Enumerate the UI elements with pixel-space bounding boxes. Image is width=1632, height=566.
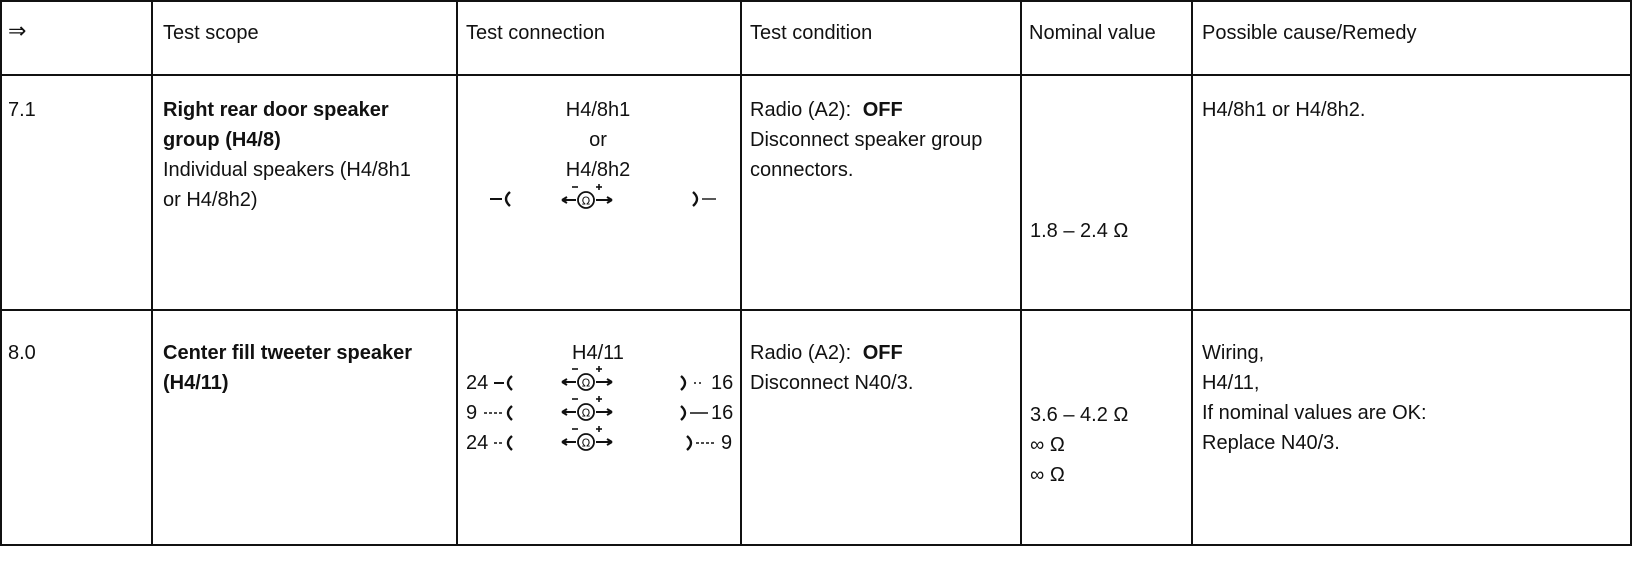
condition-radio-state: OFF (862, 99, 903, 121)
possible-cause: If nominal values are OK: (1202, 402, 1427, 424)
connector-plug-icon (490, 188, 514, 210)
condition-radio-state: OFF (862, 342, 903, 364)
header-test-condition: Test condition (750, 22, 873, 44)
connector-plug-icon (494, 372, 516, 394)
svg-text:Ω: Ω (581, 194, 591, 208)
svg-text:Ω: Ω (581, 376, 591, 390)
pin-left: 24 (466, 432, 489, 454)
pin-right: 16 (711, 372, 734, 394)
col-border (0, 0, 2, 546)
header-possible-cause: Possible cause/Remedy (1202, 22, 1417, 44)
col-border (740, 0, 742, 546)
nominal-value: ∞ Ω (1030, 464, 1065, 486)
header-test-scope: Test scope (163, 22, 259, 44)
nominal-value: 1.8 – 2.4 Ω (1030, 220, 1129, 242)
possible-cause: Replace N40/3. (1202, 432, 1340, 454)
header-bottom-border (0, 74, 1632, 76)
connection-pin: H4/8h1 (565, 99, 631, 121)
nominal-value: ∞ Ω (1030, 434, 1065, 456)
row-divider (0, 309, 1632, 311)
connector-socket-icon (684, 432, 716, 454)
pin-left: 9 (466, 402, 478, 424)
test-scope-title: Right rear door speaker (163, 99, 389, 121)
test-scope-text: Individual speakers (H4/8h1 (163, 159, 411, 181)
connector-socket-icon (690, 188, 716, 210)
header-test-connection: Test connection (466, 22, 605, 44)
svg-text:Ω: Ω (581, 436, 591, 450)
test-scope-title: (H4/11) (163, 372, 229, 394)
connector-socket-icon (678, 402, 708, 424)
table-bottom-border (0, 544, 1632, 546)
header-nominal-value: Nominal value (1029, 22, 1156, 44)
condition-text: Disconnect speaker group (750, 129, 983, 151)
possible-cause: H4/11, (1202, 372, 1260, 394)
col-border (456, 0, 458, 546)
ohmmeter-icon (560, 178, 614, 214)
connection-pin: H4/8h2 (565, 159, 631, 181)
condition-radio-label: Radio (A2): (750, 99, 852, 121)
step-number: 8.0 (8, 342, 36, 364)
condition-text: Disconnect N40/3. (750, 372, 914, 394)
svg-text:Ω: Ω (581, 406, 591, 420)
nominal-value: 3.6 – 4.2 Ω (1030, 404, 1129, 426)
step-number: 7.1 (8, 99, 36, 121)
possible-cause: H4/8h1 or H4/8h2. (1202, 99, 1366, 121)
connection-or: or (589, 129, 607, 151)
pin-right: 16 (711, 402, 734, 424)
condition-text: connectors. (750, 159, 854, 181)
test-scope-text: or H4/8h2) (163, 189, 258, 211)
condition-radio-label: Radio (A2): (750, 342, 852, 364)
test-scope-title: group (H4/8) (163, 129, 281, 151)
pin-left: 24 (466, 372, 489, 394)
possible-cause: Wiring, (1202, 342, 1265, 364)
ohmmeter-icon (560, 420, 614, 456)
test-scope-title: Center fill tweeter speaker (163, 342, 412, 364)
col-border (151, 0, 153, 546)
condition-radio (750, 95, 903, 125)
connector-plug-icon (484, 402, 516, 424)
table-top-border (0, 0, 1632, 2)
connector-plug-icon (494, 432, 516, 454)
pin-right: 9 (721, 432, 733, 454)
col-border (1191, 0, 1193, 546)
connection-component: H4/11 (572, 342, 624, 364)
col-border (1020, 0, 1022, 546)
header-ref: ⇒ (8, 18, 27, 43)
connector-socket-icon (678, 372, 706, 394)
condition-radio (750, 338, 903, 368)
